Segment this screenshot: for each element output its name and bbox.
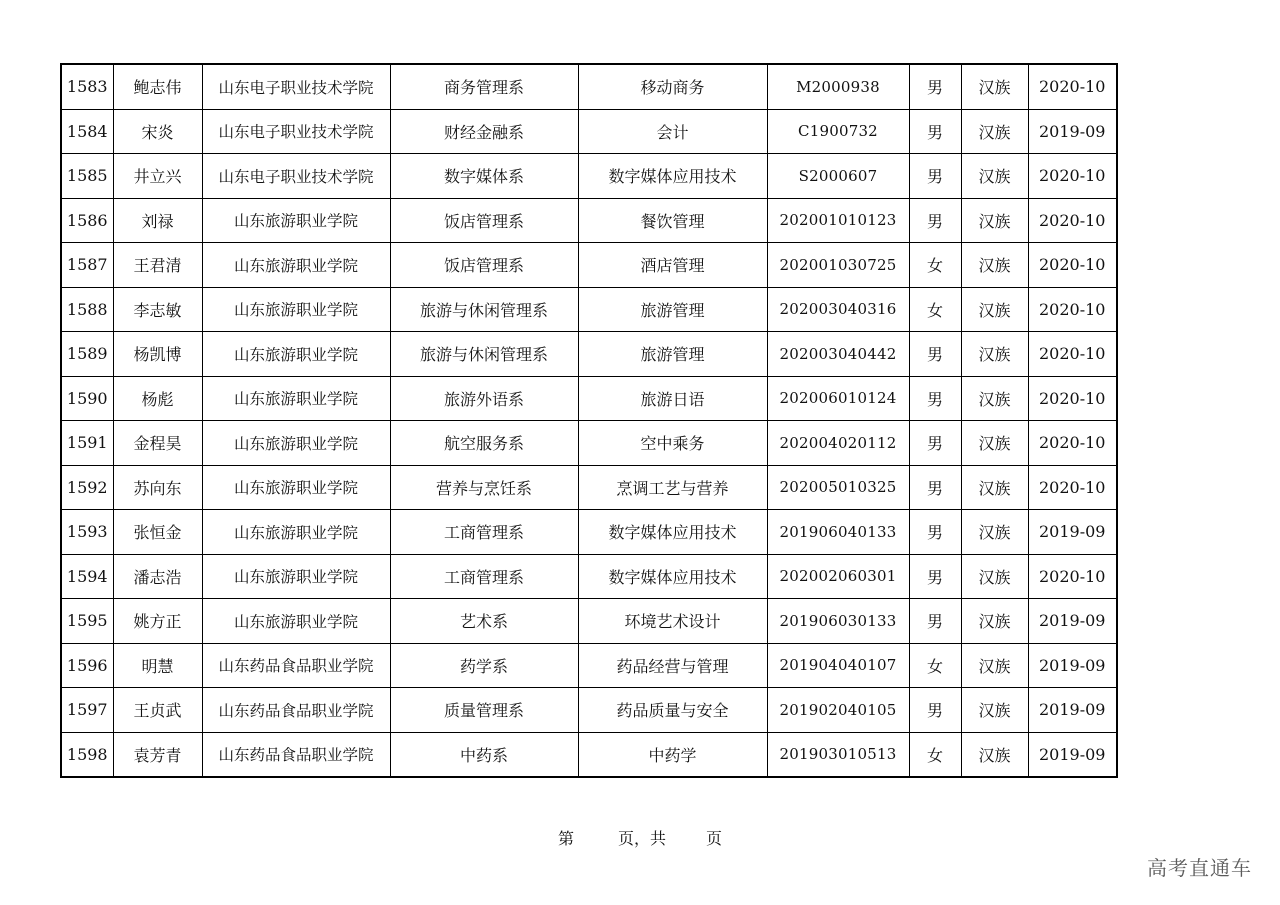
cell-name: 杨彪 [113,376,202,421]
cell-enroll-date: 2019-09 [1028,510,1117,555]
cell-serial: 1589 [61,332,113,377]
footer-end-label: 页 [706,829,723,848]
cell-college: 山东电子职业技术学院 [202,64,390,109]
table-row [61,465,1117,510]
cell-gender: 男 [909,465,961,510]
cell-name: 刘禄 [113,198,202,243]
cell-college: 山东旅游职业学院 [202,332,390,377]
cell-name: 王贞武 [113,688,202,733]
cell-serial: 1585 [61,154,113,199]
cell-serial: 1586 [61,198,113,243]
cell-name: 井立兴 [113,154,202,199]
table-row [61,287,1117,332]
cell-ethnicity: 汉族 [961,554,1028,599]
cell-serial: 1591 [61,421,113,466]
table-row [61,510,1117,555]
cell-student-id: 201903010513 [767,732,909,777]
cell-serial: 1587 [61,243,113,288]
cell-ethnicity: 汉族 [961,376,1028,421]
cell-student-id: M2000938 [767,64,909,109]
cell-ethnicity: 汉族 [961,64,1028,109]
table-row [61,198,1117,243]
cell-student-id: 201904040107 [767,643,909,688]
cell-gender: 男 [909,421,961,466]
footer-page-label: 第 [557,829,574,848]
cell-serial: 1584 [61,109,113,154]
cell-department: 工商管理系 [390,554,578,599]
table-row [61,421,1117,466]
cell-ethnicity: 汉族 [961,287,1028,332]
cell-college: 山东旅游职业学院 [202,376,390,421]
cell-ethnicity: 汉族 [961,243,1028,288]
table-body [61,64,1117,777]
cell-student-id: 202003040316 [767,287,909,332]
cell-ethnicity: 汉族 [961,465,1028,510]
cell-student-id: 202003040442 [767,332,909,377]
cell-enroll-date: 2019-09 [1028,688,1117,733]
footer-of-label: 页，共 [617,829,666,848]
cell-student-id: 202001030725 [767,243,909,288]
cell-name: 王君清 [113,243,202,288]
cell-college: 山东旅游职业学院 [202,243,390,288]
cell-department: 中药系 [390,732,578,777]
cell-department: 旅游与休闲管理系 [390,332,578,377]
table-row [61,64,1117,109]
cell-name: 明慧 [113,643,202,688]
cell-college: 山东旅游职业学院 [202,198,390,243]
cell-department: 质量管理系 [390,688,578,733]
cell-major: 旅游日语 [578,376,767,421]
cell-serial: 1583 [61,64,113,109]
cell-college: 山东旅游职业学院 [202,287,390,332]
cell-student-id: 202004020112 [767,421,909,466]
cell-gender: 女 [909,732,961,777]
cell-major: 数字媒体应用技术 [578,554,767,599]
cell-serial: 1593 [61,510,113,555]
cell-serial: 1598 [61,732,113,777]
table-row [61,599,1117,644]
cell-department: 艺术系 [390,599,578,644]
cell-name: 袁芳青 [113,732,202,777]
table-row [61,554,1117,599]
cell-college: 山东电子职业技术学院 [202,109,390,154]
cell-major: 中药学 [578,732,767,777]
cell-gender: 男 [909,599,961,644]
cell-college: 山东药品食品职业学院 [202,732,390,777]
cell-department: 商务管理系 [390,64,578,109]
page-footer [0,826,1280,849]
cell-ethnicity: 汉族 [961,643,1028,688]
cell-ethnicity: 汉族 [961,109,1028,154]
cell-enroll-date: 2019-09 [1028,643,1117,688]
cell-college: 山东旅游职业学院 [202,421,390,466]
cell-serial: 1595 [61,599,113,644]
cell-major: 旅游管理 [578,332,767,377]
cell-department: 旅游外语系 [390,376,578,421]
cell-enroll-date: 2020-10 [1028,64,1117,109]
cell-enroll-date: 2020-10 [1028,465,1117,510]
cell-major: 烹调工艺与营养 [578,465,767,510]
cell-department: 饭店管理系 [390,243,578,288]
cell-major: 环境艺术设计 [578,599,767,644]
cell-gender: 男 [909,554,961,599]
cell-major: 会计 [578,109,767,154]
cell-name: 苏向东 [113,465,202,510]
cell-gender: 男 [909,198,961,243]
cell-major: 酒店管理 [578,243,767,288]
cell-student-id: 201902040105 [767,688,909,733]
cell-department: 旅游与休闲管理系 [390,287,578,332]
cell-name: 宋炎 [113,109,202,154]
cell-gender: 男 [909,688,961,733]
cell-enroll-date: 2019-09 [1028,732,1117,777]
cell-gender: 女 [909,287,961,332]
cell-ethnicity: 汉族 [961,154,1028,199]
cell-name: 鲍志伟 [113,64,202,109]
cell-major: 药品质量与安全 [578,688,767,733]
cell-department: 饭店管理系 [390,198,578,243]
cell-department: 航空服务系 [390,421,578,466]
table-row [61,376,1117,421]
cell-serial: 1594 [61,554,113,599]
cell-gender: 男 [909,376,961,421]
cell-enroll-date: 2020-10 [1028,421,1117,466]
cell-gender: 男 [909,332,961,377]
cell-student-id: 201906040133 [767,510,909,555]
cell-college: 山东药品食品职业学院 [202,643,390,688]
cell-ethnicity: 汉族 [961,421,1028,466]
cell-major: 移动商务 [578,64,767,109]
cell-serial: 1597 [61,688,113,733]
cell-gender: 女 [909,643,961,688]
cell-serial: 1590 [61,376,113,421]
cell-gender: 男 [909,109,961,154]
cell-name: 金程昊 [113,421,202,466]
cell-college: 山东旅游职业学院 [202,465,390,510]
watermark: 高考直通车 [1147,856,1252,880]
cell-student-id: 201906030133 [767,599,909,644]
table-row [61,643,1117,688]
table-row [61,109,1117,154]
table-row [61,688,1117,733]
cell-department: 财经金融系 [390,109,578,154]
cell-college: 山东旅游职业学院 [202,599,390,644]
cell-enroll-date: 2020-10 [1028,554,1117,599]
cell-enroll-date: 2019-09 [1028,109,1117,154]
cell-name: 姚方正 [113,599,202,644]
cell-department: 工商管理系 [390,510,578,555]
cell-major: 数字媒体应用技术 [578,510,767,555]
cell-ethnicity: 汉族 [961,732,1028,777]
table-row [61,332,1117,377]
cell-gender: 女 [909,243,961,288]
cell-student-id: C1900732 [767,109,909,154]
table-row [61,154,1117,199]
table-row [61,732,1117,777]
table-row [61,243,1117,288]
cell-name: 潘志浩 [113,554,202,599]
cell-college: 山东旅游职业学院 [202,510,390,555]
cell-major: 空中乘务 [578,421,767,466]
cell-student-id: S2000607 [767,154,909,199]
cell-college: 山东药品食品职业学院 [202,688,390,733]
cell-major: 旅游管理 [578,287,767,332]
cell-enroll-date: 2020-10 [1028,287,1117,332]
cell-college: 山东电子职业技术学院 [202,154,390,199]
cell-name: 李志敏 [113,287,202,332]
cell-name: 杨凯博 [113,332,202,377]
cell-name: 张恒金 [113,510,202,555]
cell-college: 山东旅游职业学院 [202,554,390,599]
cell-department: 药学系 [390,643,578,688]
cell-major: 药品经营与管理 [578,643,767,688]
cell-gender: 男 [909,154,961,199]
cell-major: 数字媒体应用技术 [578,154,767,199]
cell-gender: 男 [909,64,961,109]
cell-enroll-date: 2020-10 [1028,154,1117,199]
cell-department: 数字媒体系 [390,154,578,199]
cell-major: 餐饮管理 [578,198,767,243]
cell-enroll-date: 2020-10 [1028,332,1117,377]
cell-enroll-date: 2019-09 [1028,599,1117,644]
cell-student-id: 202001010123 [767,198,909,243]
cell-ethnicity: 汉族 [961,198,1028,243]
cell-ethnicity: 汉族 [961,599,1028,644]
student-records-table [60,63,1118,778]
cell-gender: 男 [909,510,961,555]
cell-serial: 1592 [61,465,113,510]
cell-student-id: 202002060301 [767,554,909,599]
cell-enroll-date: 2020-10 [1028,376,1117,421]
cell-enroll-date: 2020-10 [1028,198,1117,243]
cell-ethnicity: 汉族 [961,510,1028,555]
cell-serial: 1588 [61,287,113,332]
cell-ethnicity: 汉族 [961,332,1028,377]
cell-department: 营养与烹饪系 [390,465,578,510]
cell-student-id: 202005010325 [767,465,909,510]
cell-enroll-date: 2020-10 [1028,243,1117,288]
cell-serial: 1596 [61,643,113,688]
cell-student-id: 202006010124 [767,376,909,421]
cell-ethnicity: 汉族 [961,688,1028,733]
